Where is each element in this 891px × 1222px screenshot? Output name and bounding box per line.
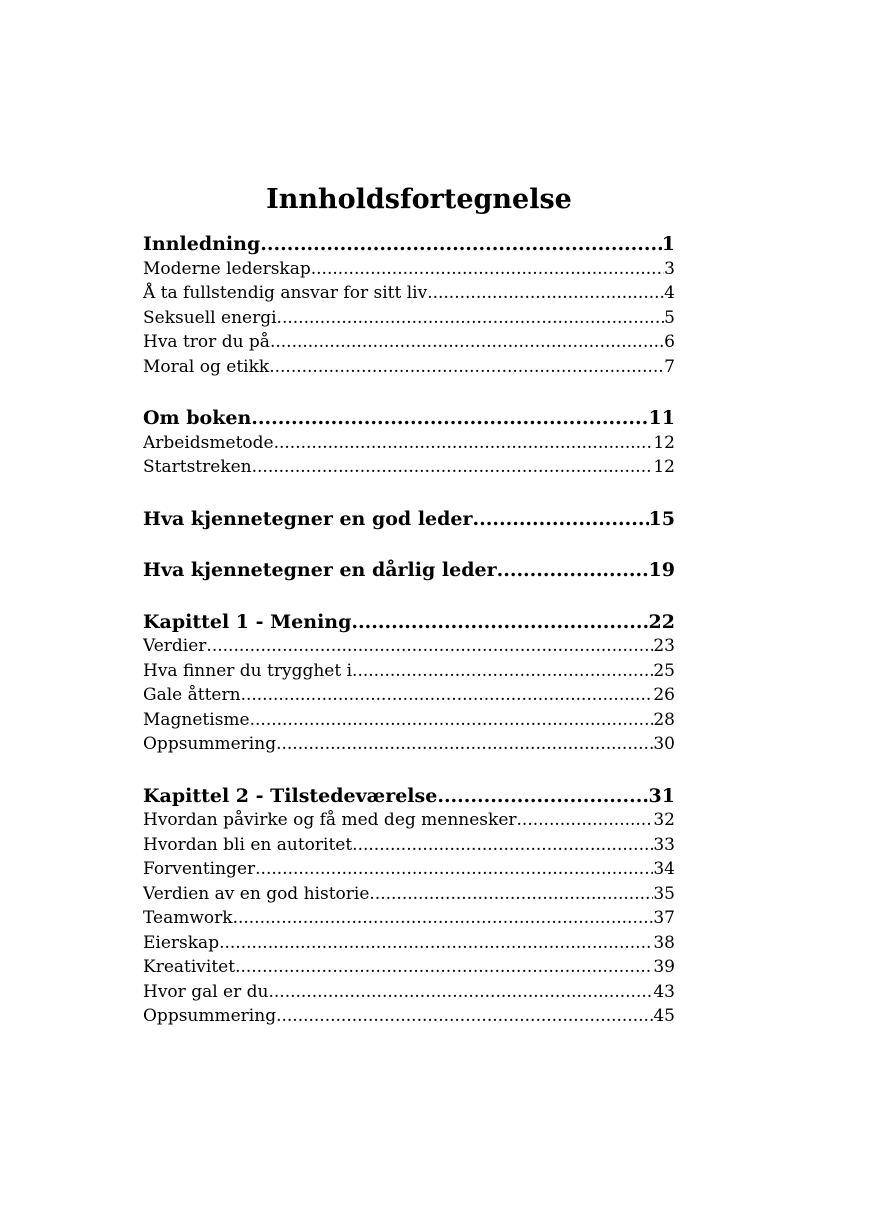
toc-heading-label: Om boken: [143, 407, 252, 429]
toc-entry[interactable]: [143, 955, 675, 980]
toc-entry[interactable]: [143, 431, 675, 456]
toc-page-number: 39: [653, 957, 675, 977]
dot-leader: [369, 882, 653, 907]
toc-entry[interactable]: [143, 683, 675, 708]
toc-section: [143, 784, 675, 1029]
toc-entry[interactable]: [143, 732, 675, 757]
toc-heading[interactable]: [143, 507, 675, 532]
toc-entry[interactable]: [143, 281, 675, 306]
toc-page-number: 7: [664, 356, 675, 377]
dot-leader: [427, 281, 664, 306]
toc-entry-label: Hvordan påvirke og få med deg mennesker: [143, 810, 517, 830]
dot-leader: [517, 808, 654, 833]
toc-entry[interactable]: [143, 882, 675, 907]
dot-leader: [473, 507, 649, 532]
toc-entry-label: Arbeidsmetode: [143, 432, 274, 453]
toc-heading-label: Innledning: [143, 233, 261, 255]
dot-leader: [437, 784, 648, 809]
toc-entry[interactable]: [143, 306, 675, 331]
toc-page-number: 33: [653, 834, 675, 855]
dot-leader: [251, 406, 648, 431]
toc-page-number: 6: [664, 332, 675, 352]
toc-page-number: 23: [653, 636, 675, 656]
dot-leader: [206, 634, 653, 659]
dot-leader: [276, 732, 653, 757]
toc-heading[interactable]: [143, 558, 675, 583]
dot-leader: [255, 857, 653, 882]
toc-entry[interactable]: [143, 833, 675, 858]
toc-entry-label: Kreativitet: [143, 957, 236, 977]
dot-leader: [352, 833, 653, 858]
toc-page-number: 45: [653, 1006, 675, 1026]
toc-entry-label: Oppsummering: [143, 1006, 277, 1026]
toc-section: [143, 232, 675, 379]
toc-page-number: 22: [648, 610, 675, 633]
toc-section: [143, 507, 675, 532]
dot-leader: [235, 955, 653, 980]
toc-page-number: 31: [648, 784, 675, 807]
toc-entry-label: Verdien av en god historie: [143, 883, 370, 904]
dot-leader: [277, 306, 665, 331]
toc-entry[interactable]: [143, 1004, 675, 1029]
toc-entry[interactable]: [143, 634, 675, 659]
toc-page-number: 38: [653, 932, 675, 953]
toc-page-number: 34: [653, 859, 675, 879]
dot-leader: [219, 931, 653, 956]
toc-page-number: 4: [664, 283, 675, 303]
toc-page-number: 5: [664, 307, 675, 328]
toc-heading[interactable]: [143, 232, 675, 257]
toc-entry-label: Startstreken: [143, 457, 252, 477]
toc-section: [143, 558, 675, 583]
toc-entry[interactable]: [143, 708, 675, 733]
toc-entry[interactable]: [143, 257, 675, 282]
toc-page-number: 32: [653, 810, 675, 830]
toc-entry[interactable]: [143, 857, 675, 882]
toc-entry-label: Teamwork: [143, 908, 233, 928]
toc-entry-label: Moral og etikk: [143, 356, 270, 377]
toc-entry-label: Forventinger: [143, 859, 256, 879]
toc-page-number: 43: [653, 981, 675, 1002]
toc-heading-label: Kapittel 2 - Tilstedeværelse: [143, 784, 438, 807]
toc-entry[interactable]: [143, 931, 675, 956]
toc-page-number: 28: [653, 709, 675, 730]
toc-entry-label: Verdier: [143, 636, 207, 656]
toc-entry-label: Hva finner du trygghet i: [143, 660, 353, 681]
toc-entry-label: Eierskap: [143, 932, 220, 953]
toc-entry-label: Hvor gal er du: [143, 981, 269, 1002]
toc-entry-label: Gale åttern: [143, 685, 241, 705]
dot-leader: [274, 431, 654, 456]
toc-heading[interactable]: [143, 784, 675, 809]
toc-page-number: 35: [653, 883, 675, 904]
toc-page-number: 11: [648, 407, 675, 429]
dot-leader: [352, 659, 653, 684]
table-of-contents: [143, 232, 675, 1056]
toc-page-number: 3: [664, 258, 675, 279]
dot-leader: [269, 355, 664, 380]
toc-entry[interactable]: [143, 455, 675, 480]
dot-leader: [241, 683, 654, 708]
toc-page-number: 12: [653, 457, 675, 477]
toc-section: [143, 406, 675, 480]
toc-entry-label: Oppsummering: [143, 734, 277, 754]
dot-leader: [250, 708, 654, 733]
dot-leader: [233, 906, 654, 931]
toc-heading[interactable]: [143, 610, 675, 635]
toc-page-number: 25: [653, 660, 675, 681]
dot-leader: [351, 610, 648, 635]
toc-entry[interactable]: [143, 330, 675, 355]
toc-heading-label: Kapittel 1 - Mening: [143, 610, 352, 633]
toc-entry[interactable]: [143, 808, 675, 833]
toc-page-number: 19: [648, 559, 675, 581]
dot-leader: [252, 455, 654, 480]
dot-leader: [311, 257, 664, 282]
toc-entry-label: Seksuell energi: [143, 307, 277, 328]
toc-entry[interactable]: [143, 980, 675, 1005]
toc-entry-label: Å ta fullstendig ansvar for sitt liv: [143, 283, 428, 303]
toc-heading-label: Hva kjennetegner en dårlig leder: [143, 559, 497, 581]
toc-entry[interactable]: [143, 659, 675, 684]
dot-leader: [497, 558, 649, 583]
toc-entry-label: Magnetisme: [143, 709, 250, 730]
toc-heading[interactable]: [143, 406, 675, 431]
toc-page-number: 26: [653, 685, 675, 705]
dot-leader: [276, 1004, 653, 1029]
toc-page-number: 37: [653, 908, 675, 928]
toc-heading-label: Hva kjennetegner en god leder: [143, 507, 473, 530]
dot-leader: [268, 980, 653, 1005]
toc-entry[interactable]: [143, 355, 675, 380]
toc-entry-label: Hva tror du på: [143, 332, 270, 352]
toc-section: [143, 610, 675, 757]
dot-leader: [270, 330, 664, 355]
toc-entry-label: Moderne lederskap: [143, 258, 311, 279]
toc-page-number: 30: [653, 734, 675, 754]
dot-leader: [260, 232, 662, 257]
toc-page-number: 15: [648, 507, 675, 530]
page-title: Innholdsfortegnelse: [266, 184, 572, 215]
toc-entry[interactable]: [143, 906, 675, 931]
toc-page-number: 12: [653, 432, 675, 453]
toc-entry-label: Hvordan bli en autoritet: [143, 834, 353, 855]
toc-page-number: 1: [661, 233, 675, 255]
